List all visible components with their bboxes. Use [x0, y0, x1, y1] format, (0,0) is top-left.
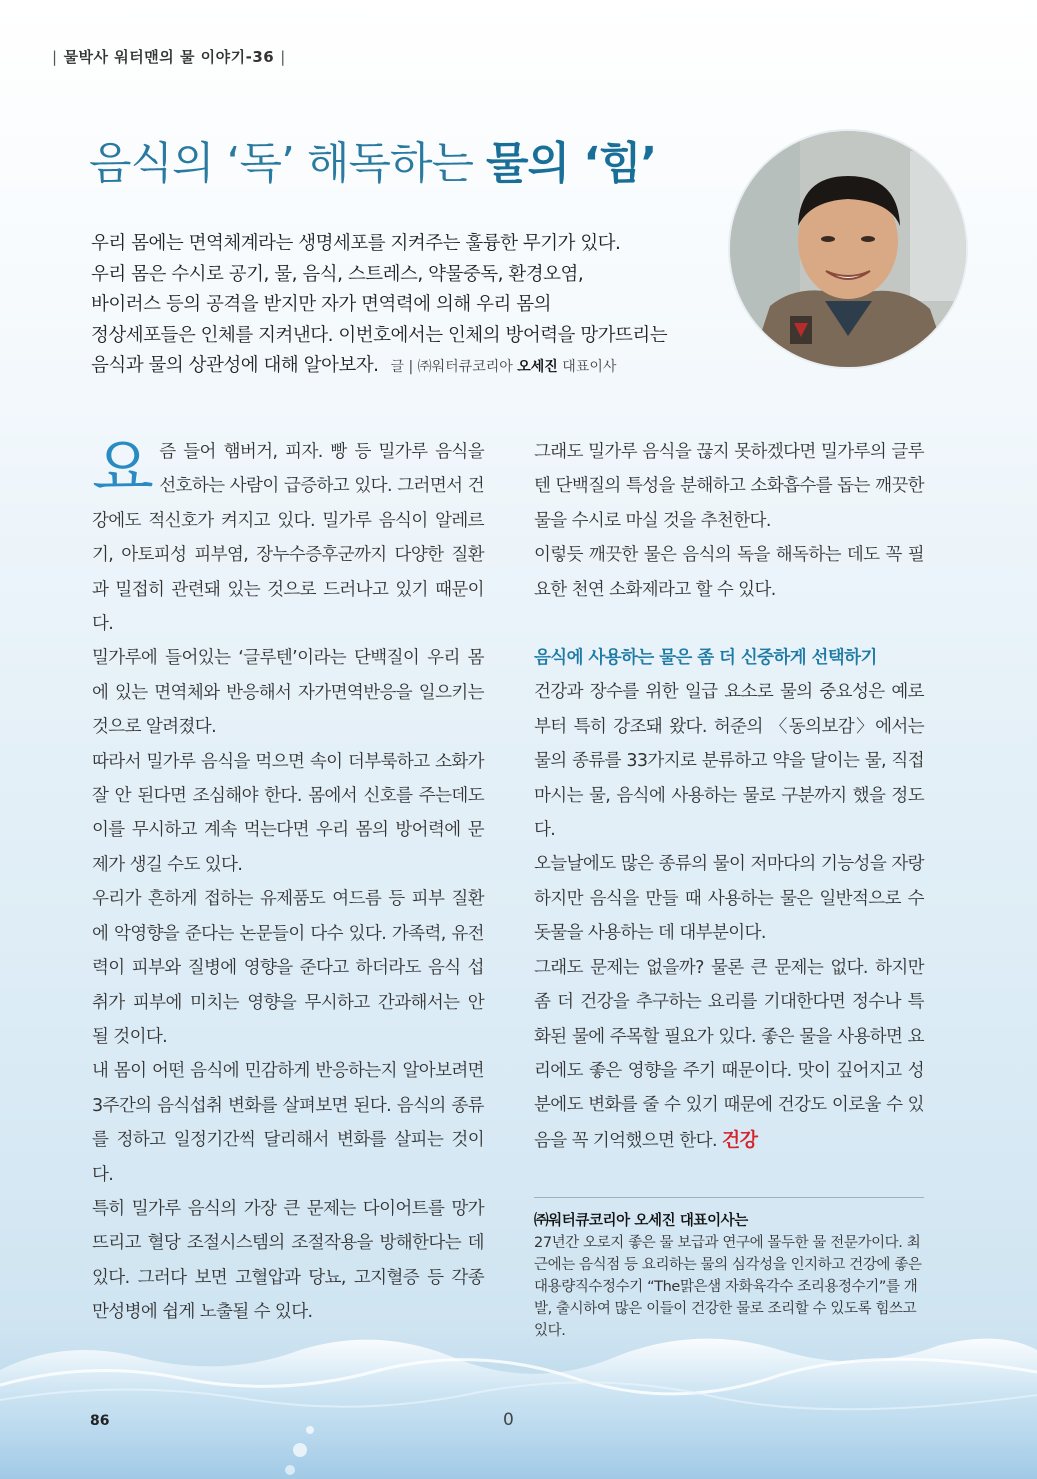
body-paragraph: 특히 밀가루 음식의 가장 큰 문제는 다이어트를 망가뜨리고 혈당 조절시스템의 조절작용을 방해한다는 데 있다. 그러다 보면 고혈압과 당뇨, 고지혈증 등 각종 만성병에 쉽게 노출될 수 있다. — [92, 1198, 484, 1323]
lead-line: 우리 몸은 수시로 공기, 물, 음식, 스트레스, 약물중독, 환경오염, — [91, 263, 584, 285]
lead-line: 정상세포들은 인체를 지켜낸다. 이번호에서는 인체의 방어력을 망가뜨리는 — [91, 324, 668, 346]
author-photo — [730, 131, 966, 367]
title-part2: 물의 ‘힘’ — [485, 138, 657, 189]
body-paragraph: 밀가루에 들어있는 ‘글루텐’이라는 단백질이 우리 몸에 있는 면역체와 반응해서 자가면역반응을 일으키는 것으로 알려졌다. — [92, 648, 484, 738]
header-divider: | — [280, 48, 286, 66]
lead-paragraph — [91, 229, 751, 383]
series-header — [46, 46, 292, 67]
byline-prefix: 글 | ㈜워터큐코리아 — [390, 359, 513, 375]
lead-line: 바이러스 등의 공격을 받지만 자가 면역력에 의해 우리 몸의 — [91, 294, 551, 315]
byline-name: 오세진 — [517, 359, 558, 375]
header-divider: | — [52, 48, 58, 66]
body-paragraph: 그래도 밀가루 음식을 끊지 못하겠다면 밀가루의 글루텐 단백질의 특성을 분해하고 소화흡수를 돕는 깨끗한 물을 수시로 마실 것을 추천한다. — [534, 442, 924, 531]
lead-line — [91, 351, 751, 383]
paragraph-text: 그래도 문제는 없을까? 물론 큰 문제는 없다. 하지만 좀 더 건강을 추구하는 요리를 기대한다면 정수나 특화된 물에 주목할 필요가 있다. 좋은 물을 사용하면 요리에도 좋은 영향을 주기 때문이다. 맛이 깊어지고 성분에도 변화를 줄 수 있기 때문에 건강도 이로울 수 있음을 꼭 기억했으면 한다. — [534, 957, 924, 1151]
bio-divider — [534, 1197, 924, 1198]
bio-title: ㈜워터큐코리아 오세진 대표이사는 — [534, 1213, 748, 1229]
right-column — [534, 435, 924, 1158]
author-portrait-image — [730, 131, 966, 367]
section-subhead: 음식에 사용하는 물은 좀 더 신중하게 선택하기 — [534, 648, 877, 669]
series-label: 물박사 워터맨의 물 이야기-36 — [63, 48, 275, 66]
body-paragraph: 이렇듯 깨끗한 물은 음식의 독을 해독하는 데도 꼭 필요한 천연 소화제라고 할 수 있다. — [534, 545, 924, 600]
body-paragraph: 우리가 흔하게 접하는 유제품도 여드름 등 피부 질환에 악영향을 준다는 논문들이 다수 있다. 가족력, 유전력이 피부와 질병에 영향을 준다고 하더라도 음식 섭취가 피부에 미치는 영향을 무시하고 간과해서는 안 될 것이다. — [92, 889, 484, 1047]
body-paragraph: 내 몸이 어떤 음식에 민감하게 반응하는지 알아보려면 3주간의 음식섭취 변화를 살펴보면 된다. 음식의 종류를 정하고 일정기간씩 달리해서 변화를 살피는 것이다. — [92, 1061, 484, 1185]
article-title — [89, 140, 656, 188]
lead-line-text: 음식과 물의 상관성에 대해 알아보자. — [91, 355, 379, 376]
left-column — [92, 432, 484, 1330]
title-part1: 음식의 ‘독’ 해독하는 — [89, 138, 486, 189]
body-paragraph — [534, 951, 924, 1158]
water-wave-decoration — [0, 1300, 1037, 1479]
body-paragraph: 따라서 밀가루 음식을 먹으면 속이 더부룩하고 소화가 잘 안 된다면 조심해야 한다. 몸에서 신호를 주는데도 이를 무시하고 계속 먹는다면 우리 몸의 방어력에 문제가 생길 수도 있다. — [92, 751, 484, 875]
page-number: 86 — [90, 1413, 110, 1429]
paragraph-text: 즘 들어 햄버거, 피자. 빵 등 밀가루 음식을 선호하는 사람이 급증하고 있다. 그러면서 건강에도 적신호가 켜지고 있다. 밀가루 음식이 알레르기, 아토피성 피부염, 장누수증후군까지 다양한 질환과 밀접히 관련돼 있는 것으로 드러나고 있기 때문이다. — [92, 442, 484, 635]
body-paragraph: 건강과 장수를 위한 일급 요소로 물의 중요성은 예로부터 특히 강조돼 왔다. 허준의 〈동의보감〉에서는 물의 종류를 33가지로 분류하고 약을 달이는 물, 직접 마시는 물, 음식에 사용하는 물로 구분까지 했을 정도다. — [534, 682, 924, 841]
page-center-mark: 0 — [503, 1410, 514, 1430]
dropcap: 요 — [92, 432, 154, 506]
byline-suffix: 대표이사 — [562, 359, 617, 375]
lead-line: 우리 몸에는 면역체계라는 생명세포를 지켜주는 훌륭한 무기가 있다. — [91, 233, 621, 254]
bio-text: 27년간 오로지 좋은 물 보급과 연구에 몰두한 물 전문가이다. 최근에는 음식점 등 요리하는 물의 심각성을 인지하고 건강에 좋은 대용량직수정수기 “The맑은샘 자화육각수 조리용정수기”를 개발, 출시하여 많은 이들이 건강한 물로 조리할 수 있도록 힘쓰고 있다. — [534, 1235, 922, 1339]
end-mark: 건강 — [721, 1128, 758, 1151]
body-paragraph: 오늘날에도 많은 종류의 물이 저마다의 기능성을 자랑하지만 음식을 만들 때 사용하는 물은 일반적으로 수돗물을 사용하는 데 대부분이다. — [534, 854, 924, 944]
byline — [390, 359, 616, 375]
body-paragraph — [92, 432, 484, 641]
